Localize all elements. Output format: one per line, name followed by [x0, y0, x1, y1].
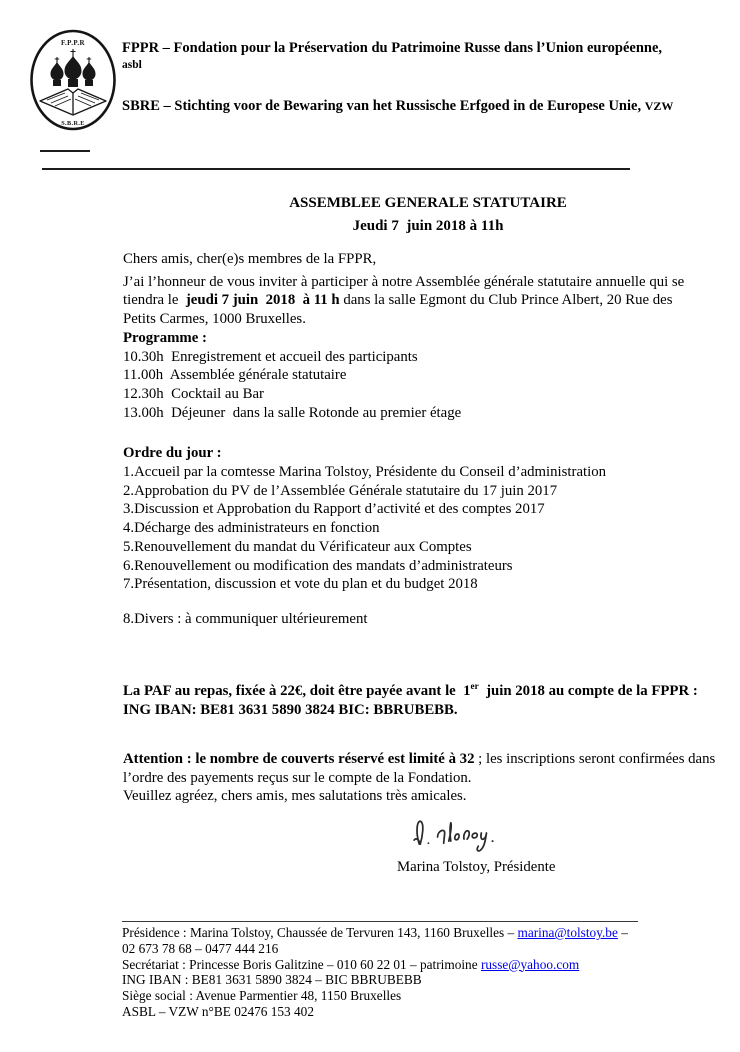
presidence-text: Présidence : Marina Tolstoy, Chaussée de Tervuren 143, 1160 Bruxelles –: [122, 925, 518, 940]
logo-top-text: F.P.P.R: [60, 39, 86, 47]
programme-item: 13.00h Déjeuner dans la salle Rotonde au premier étage: [123, 404, 462, 421]
title-line1: ASSEMBLEE GENERALE STATUTAIRE: [289, 195, 567, 211]
programme-item: 11.00h Assemblée générale statutaire: [123, 367, 347, 384]
title-line2: Jeudi 7 juin 2018 à 11h: [352, 218, 504, 234]
sbre-legal-form: VZW: [644, 99, 674, 113]
agenda-item: 7.Présentation, discussion et vote du plan et du budget 2018: [123, 576, 478, 593]
programme-item: 12.30h Cocktail au Bar: [123, 385, 264, 402]
secretariat-text: Secrétariat : Princesse Boris Galitzine – 010 60 22 01 – patrimoine: [122, 956, 481, 972]
fppr-sbre-logo: [28, 28, 118, 132]
presidence-email-link[interactable]: marina@tolstoy.be: [517, 925, 618, 940]
footer-iban-line: ING IBAN : BE81 3631 5890 3824 – BIC BBRUBEBB: [122, 972, 422, 988]
signatory-name: Marina Tolstoy, Présidente: [397, 859, 556, 875]
agenda-item: 3.Discussion et Approbation du Rapport d’activité et des comptes 2017: [123, 501, 545, 518]
footer-phone-line: 02 673 78 68 – 0477 444 216: [122, 940, 279, 956]
agenda-item: 1.Accueil par la comtesse Marina Tolstoy, Présidente du Conseil d’administration: [123, 464, 607, 481]
sbre-name: SBRE – Stichting voor de Bewaring van het Russische Erfgoed in de Europese Unie,: [122, 98, 645, 114]
attention-bold: Attention : le nombre de couverts réservé est limité à 32: [123, 751, 475, 767]
agenda-item: 5.Renouvellement du mandat du Vérificateur aux Comptes: [123, 538, 472, 555]
intro-paragraph: [123, 273, 697, 329]
intro-text: J’ai l’honneur de vous inviter à participer à notre Assemblée générale statutaire annuelle qui se tiendra le: [123, 273, 688, 309]
organization-header: [122, 38, 740, 116]
document-title: [123, 192, 733, 238]
letter-body: [123, 250, 697, 629]
footer-presidence-line: [122, 925, 667, 941]
agenda-divers: 8.Divers : à communiquer ultérieurement: [123, 610, 368, 627]
agenda-item: 2.Approbation du PV de l’Assemblée Générale statutaire du 17 juin 2017: [123, 482, 558, 499]
payment-ordinal: er: [470, 681, 479, 691]
fppr-legal-form: asbl: [122, 59, 142, 71]
payment-text: La PAF au repas, fixée à 22€, doit être payée avant le 1: [123, 682, 471, 699]
footer: [122, 921, 667, 1020]
handwritten-signature-icon: [406, 812, 518, 856]
signature-image: [406, 812, 518, 856]
intro-date-bold: jeudi 7 juin 2018 à 11 h: [182, 292, 344, 309]
closing-salutation: Veuillez agréez, chers amis, mes salutations très amicales.: [123, 788, 467, 805]
payment-notice: [123, 677, 723, 719]
agenda-heading: Ordre du jour :: [123, 445, 222, 462]
footer-address-line: Siège social : Avenue Parmentier 48, 1150 Bruxelles: [122, 988, 402, 1004]
attention-notice: [123, 750, 735, 806]
presidence-dash: –: [617, 925, 628, 940]
long-divider: [42, 168, 630, 170]
footer-divider: [122, 921, 638, 922]
secretariat-email-link[interactable]: russe@yahoo.com: [480, 956, 580, 972]
footer-secretariat-line: [122, 957, 667, 973]
programme-item: 10.30h Enregistrement et accueil des participants: [123, 348, 418, 365]
payment-iban: juin 2018 au compte de la FPPR : ING IBAN: BE81 3631 5890 3824 BIC: BBRUBEBB.: [123, 682, 709, 718]
agenda-item: 6.Renouvellement ou modification des mandats d’administrateurs: [123, 557, 513, 574]
sbre-name-line: [122, 96, 740, 116]
programme-heading: Programme :: [123, 329, 207, 346]
logo-emblem-icon: [28, 28, 118, 132]
intro-location: dans la salle Egmont du Club Prince Albert, 20 Rue des Petits Carmes, 1000 Bruxelles.: [123, 292, 677, 328]
short-divider: [40, 150, 90, 152]
footer-registration-line: ASBL – VZW n°BE 02476 153 402: [122, 1003, 314, 1019]
attention-paragraph: [123, 750, 735, 787]
logo-bottom-text: S.B.R.E: [61, 120, 85, 127]
attention-rest: ; les inscriptions seront confirmées dans l’ordre des payements reçus sur le compte de la Fondation.: [123, 751, 719, 786]
agenda-item: 4.Décharge des administrateurs en fonction: [123, 520, 380, 537]
fppr-name: FPPR – Fondation pour la Préservation du Patrimoine Russe dans l’Union européenne,: [122, 40, 663, 56]
salutation: Chers amis, cher(e)s membres de la FPPR,: [123, 251, 377, 267]
